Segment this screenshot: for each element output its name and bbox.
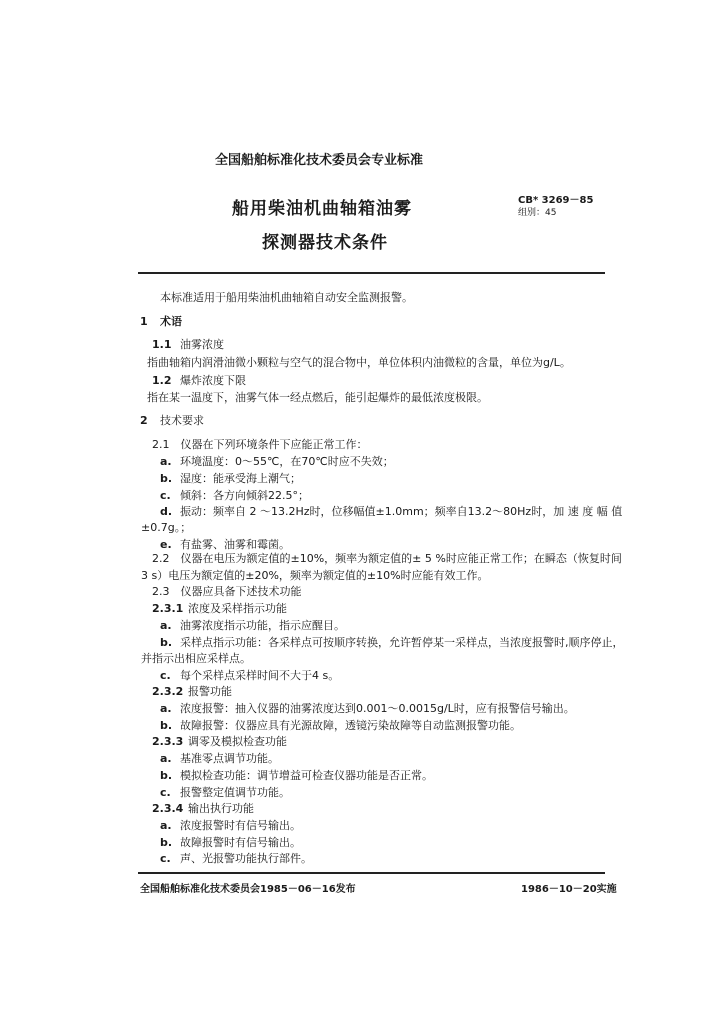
section-2-3-4-number: 2.3.4 — [152, 802, 184, 815]
list-item: 每个采样点采样时间不大于4 s。 — [180, 669, 340, 682]
footer-divider — [138, 872, 605, 874]
section-2-3-1-title: 浓度及采样指示功能 — [188, 602, 287, 615]
section-2-3-2-number: 2.3.2 — [152, 685, 184, 698]
section-2-3-4-title: 输出执行功能 — [188, 802, 254, 815]
item-marker: e. — [160, 538, 172, 551]
list-item: 湿度：能承受海上潮气； — [180, 472, 301, 485]
list-item: 模拟检查功能：调节增益可检查仪器功能是否正常。 — [180, 769, 433, 782]
item-marker: c. — [160, 669, 171, 682]
list-item: 故障报警：仪器应具有光源故障，透镜污染故障等自动监测报警功能。 — [180, 719, 521, 732]
list-item: 基准零点调节功能。 — [180, 752, 279, 765]
item-marker: b. — [160, 769, 173, 782]
section-2-3-1-number: 2.3.1 — [152, 602, 184, 615]
item-marker: a. — [160, 819, 172, 832]
list-item-continuation: ±0.7g。； — [141, 521, 192, 534]
list-item: 环境温度：0～55℃，在70℃时应不失效； — [180, 455, 394, 468]
item-marker: c. — [160, 786, 171, 799]
item-marker: c. — [160, 852, 171, 865]
list-item: 浓度报警时有信号输出。 — [180, 819, 301, 832]
classification-group: 组别：45 — [518, 208, 557, 218]
section-2-2-line1: 2.2 仪器在电压为额定值的±10%，频率为额定值的± 5 %时应能正常工作；在瞬态（恢复时间 — [152, 552, 622, 565]
committee-header: 全国船舶标准化技术委员会专业标准 — [215, 153, 424, 168]
section-1-number: 1 — [140, 315, 148, 328]
section-2-1-lead: 2.1 仪器在下列环境条件下应能正常工作： — [152, 438, 368, 451]
list-item: 声、光报警功能执行部件。 — [180, 852, 312, 865]
item-marker: a. — [160, 702, 172, 715]
issued-date: 全国船舶标准化技术委员会1985－06－16发布 — [140, 884, 356, 895]
list-item: 油雾浓度指示功能，指示应醒目。 — [180, 619, 345, 632]
item-marker: d. — [160, 505, 173, 518]
item-marker: b. — [160, 472, 173, 485]
standard-code: CB* 3269－85 — [518, 195, 594, 206]
list-item: 倾斜：各方向倾斜22.5°； — [180, 489, 309, 502]
item-marker: c. — [160, 489, 171, 502]
document-title-line1: 船用柴油机曲轴箱油雾 — [232, 199, 412, 219]
section-1-2-number: 1.2 — [152, 374, 172, 387]
effective-date: 1986－10－20实施 — [521, 884, 617, 895]
item-marker: b. — [160, 636, 173, 649]
section-1-1-title: 油雾浓度 — [180, 338, 224, 351]
list-item: 故障报警时有信号输出。 — [180, 836, 301, 849]
item-marker: b. — [160, 836, 173, 849]
list-item: 报警整定值调节功能。 — [180, 786, 290, 799]
item-marker: a. — [160, 619, 172, 632]
item-marker: a. — [160, 752, 172, 765]
section-1-title: 术语 — [160, 315, 182, 328]
item-marker: b. — [160, 719, 173, 732]
list-item: 浓度报警：抽入仪器的油雾浓度达到0.001～0.0015g/L时，应有报警信号输出。 — [180, 702, 575, 715]
section-2-2-line2: 3 s）电压为额定值的±20%，频率为额定值的±10%时应能有效工作。 — [141, 569, 489, 582]
header-divider — [138, 272, 605, 274]
section-2-number: 2 — [140, 414, 148, 427]
section-2-3-2-title: 报警功能 — [188, 685, 232, 698]
document-title-line2: 探测器技术条件 — [262, 233, 388, 253]
item-marker: a. — [160, 455, 172, 468]
section-2-title: 技术要求 — [160, 414, 204, 427]
section-2-3-3-title: 调零及模拟检查功能 — [188, 735, 287, 748]
scope-statement: 本标准适用于船用柴油机曲轴箱自动安全监测报警。 — [160, 291, 413, 304]
section-2-3-lead: 2.3 仪器应具备下述技术功能 — [152, 585, 302, 598]
section-1-1-text: 指曲轴箱内润滑油微小颗粒与空气的混合物中，单位体积内油微粒的含量，单位为g/L。 — [147, 356, 571, 369]
section-1-2-text: 指在某一温度下，油雾气体一经点燃后，能引起爆炸的最低浓度极限。 — [147, 391, 488, 404]
list-item: 有盐雾、油雾和霉菌。 — [180, 538, 290, 551]
section-1-1-number: 1.1 — [152, 338, 172, 351]
list-item: 振动：频率自 2 ～13.2Hz时，位移幅值±1.0mm；频率自13.2～80Hz时，加 速 度 幅 值 — [180, 505, 623, 518]
section-2-3-3-number: 2.3.3 — [152, 735, 184, 748]
section-1-2-title: 爆炸浓度下限 — [180, 374, 246, 387]
list-item: 采样点指示功能：各采样点可按顺序转换，允许暂停某一采样点，当浓度报警时,顺序停止， — [180, 636, 624, 649]
list-item-continuation: 并指示出相应采样点。 — [141, 652, 251, 665]
